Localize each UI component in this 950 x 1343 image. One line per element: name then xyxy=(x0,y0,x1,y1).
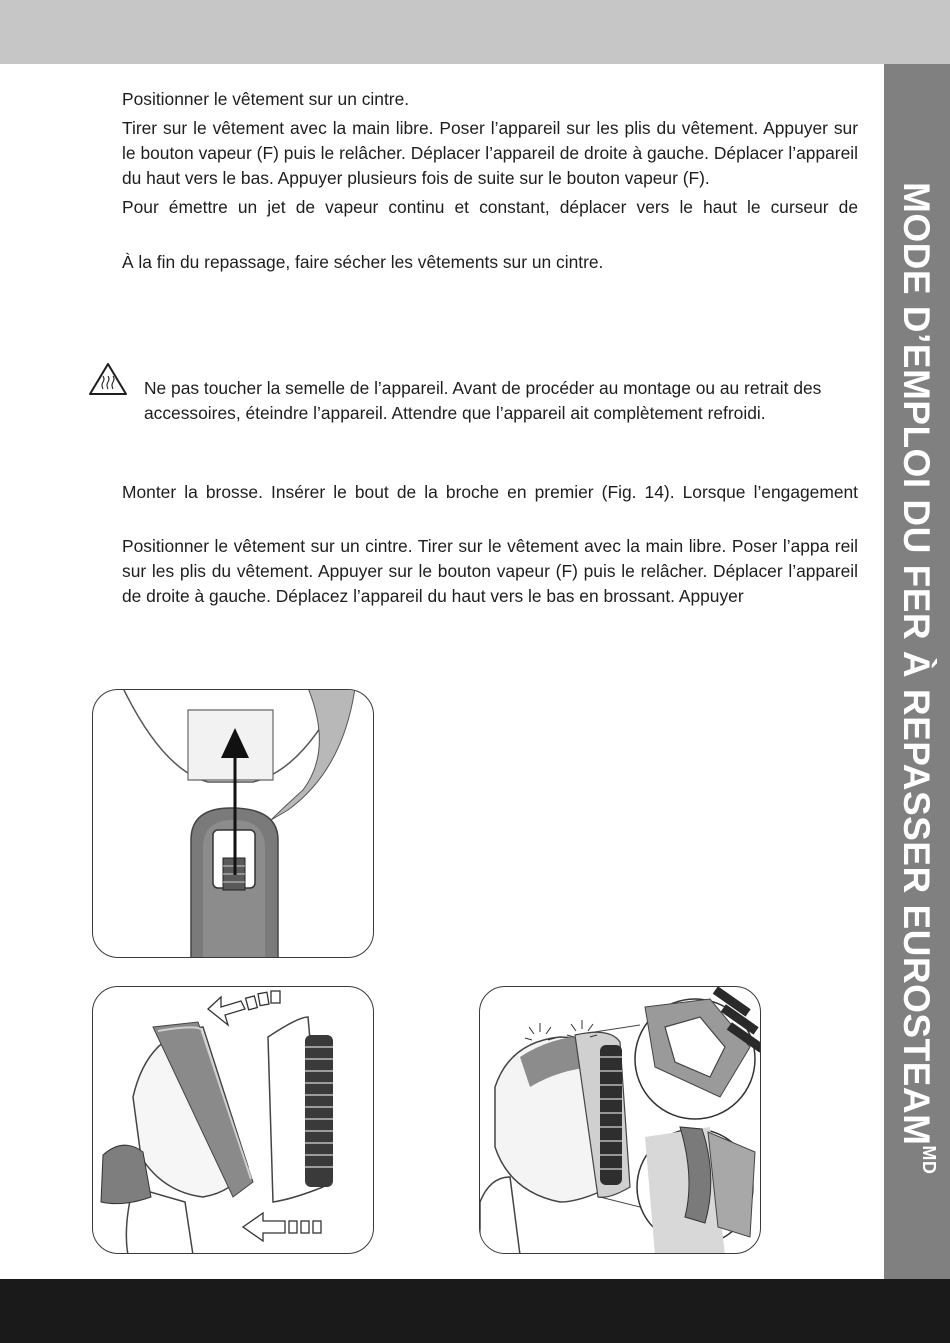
section1-line3: Pour émettre un jet de vapeur continu et constant, déplacer vers le haut le curseur de xyxy=(122,197,858,217)
section1-line1: Positionner le vêtement sur un cintre. xyxy=(122,89,410,109)
section1-line4: À la fin du repassage, faire sécher les vêtements sur un cintre. xyxy=(122,252,604,272)
section2-line1: Monter la brosse. Insérer le bout de la broche en premier (Fig. 14). Lorsque l’engagement xyxy=(122,482,858,502)
brush-attach-figure xyxy=(92,986,374,1254)
section1-paragraph2: Tirer sur le vêtement avec la main libre. Poser l’appareil sur les plis du vêtement. Appuyer sur le bouton vapeur (F) puis le relâcher. Déplacer l’appareil de droite à gauche. Déplacer l’appareil du haut vers le bas. Appuyer plusieurs fois de suite sur le bouton vapeur (F). xyxy=(122,118,858,188)
sidebar-title xyxy=(884,64,950,1279)
sidebar-title-text: MODE D’EMPLOI DU FER À REPASSER EUROSTEAM xyxy=(895,182,937,1146)
hot-surface-warning-icon xyxy=(88,362,128,396)
footer-band xyxy=(0,1279,950,1343)
header-band xyxy=(0,0,950,64)
sidebar-title-sup: MD xyxy=(919,1145,940,1175)
section2-paragraph2: Positionner le vêtement sur un cintre. Tirer sur le vêtement avec la main libre. Poser l’appa reil sur les plis du vêtement. Appuyer sur le bouton vapeur (F) puis le relâcher. Déplacer l’appareil de droite à gauche. Déplacez l’appareil du haut vers le bas en brossant. Appuyer xyxy=(122,536,858,606)
warning-line2: accessoires, éteindre l’appareil. Attendre que l’appareil ait complètement refroidi. xyxy=(144,403,766,423)
steam-slider-figure xyxy=(92,689,374,958)
warning-line1: Ne pas toucher la semelle de l’appareil. Avant de procéder au montage ou au retrait des xyxy=(144,378,822,398)
brush-locked-figure xyxy=(479,986,761,1254)
warning-text xyxy=(144,376,860,426)
